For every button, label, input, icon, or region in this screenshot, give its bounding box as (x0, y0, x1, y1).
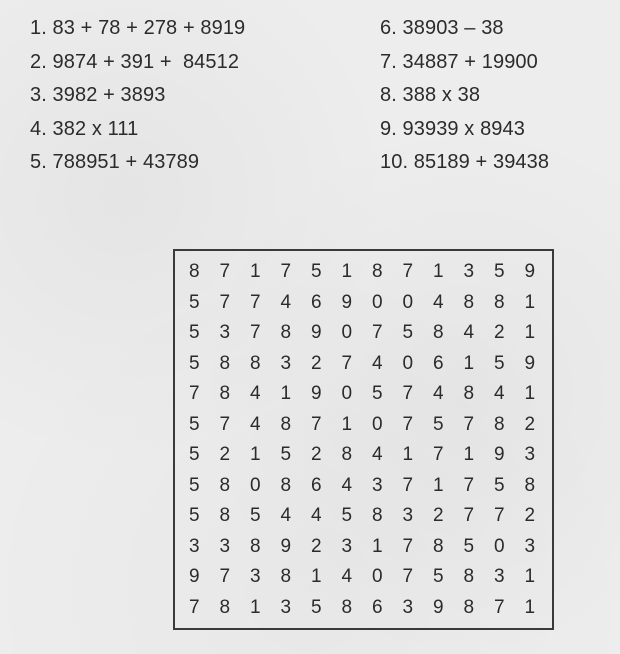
grid-cell: 7 (402, 383, 414, 404)
grid-cell: 5 (341, 505, 353, 526)
problem-column-left (30, 12, 245, 180)
grid-cell: 2 (494, 322, 505, 343)
grid-cell: 7 (372, 322, 383, 343)
grid-cell: 3 (280, 596, 292, 618)
grid-cell: 3 (280, 352, 292, 374)
grid-cell: 9 (494, 444, 505, 465)
grid-cell: 1 (250, 444, 261, 465)
problem-8: 8. 388 x 38 (380, 84, 481, 106)
grid-cell: 4 (433, 383, 444, 404)
grid-cell: 7 (463, 505, 475, 526)
grid-cell: 7 (250, 291, 261, 313)
grid-cell: 8 (280, 566, 292, 587)
grid-cell: 7 (280, 261, 292, 282)
grid-cell: 0 (341, 322, 353, 343)
grid-cell: 8 (463, 596, 475, 618)
grid-cell: 8 (219, 596, 231, 618)
problem-5: 5. 788951 + 43789 (30, 151, 200, 173)
grid-cell: 8 (219, 505, 231, 526)
grid-cell: 4 (250, 383, 261, 404)
grid-cell: 1 (524, 566, 536, 587)
grid-cell: 5 (189, 322, 200, 343)
grid-cell: 8 (219, 352, 231, 374)
grid-cell: 8 (372, 261, 383, 282)
grid-cell: 9 (524, 261, 536, 282)
grid-cell: 8 (494, 291, 505, 313)
grid-cell: 3 (219, 535, 231, 557)
grid-cell: 0 (372, 291, 383, 313)
grid-cell: 7 (494, 596, 505, 618)
grid-cell: 3 (189, 535, 200, 557)
grid-cell: 7 (219, 261, 231, 282)
grid-cell: 7 (463, 474, 475, 496)
number-search-grid (187, 257, 555, 625)
grid-cell: 7 (219, 413, 231, 435)
grid-cell: 1 (341, 413, 353, 435)
grid-cell: 2 (524, 413, 536, 435)
grid-cell: 0 (372, 566, 383, 587)
grid-cell: 5 (463, 535, 475, 557)
grid-cell: 6 (311, 291, 322, 313)
grid-cell: 7 (402, 474, 414, 496)
problem-7: 7. 34887 + 19900 (380, 50, 538, 73)
grid-cell: 7 (341, 352, 353, 374)
grid-cell: 5 (189, 474, 200, 496)
grid-cell: 9 (280, 535, 292, 557)
grid-cell: 8 (280, 322, 292, 343)
grid-cell: 7 (219, 291, 231, 313)
grid-cell: 7 (402, 261, 414, 282)
grid-cell: 5 (372, 383, 383, 404)
grid-cell: 7 (219, 566, 231, 587)
grid-cell: 1 (311, 566, 322, 587)
grid-cell: 4 (341, 474, 353, 496)
grid-cell: 3 (341, 535, 353, 557)
grid-cell: 5 (494, 474, 505, 496)
grid-cell: 1 (463, 444, 475, 465)
grid-cell: 6 (311, 474, 322, 496)
grid-cell: 7 (402, 535, 414, 557)
problem-2: 2. 9874 + 391 + 84512 (30, 50, 240, 73)
grid-cell: 1 (372, 535, 383, 557)
grid-cell: 8 (463, 291, 475, 313)
grid-cell: 9 (524, 352, 536, 374)
grid-cell: 5 (189, 413, 200, 435)
grid-cell: 1 (341, 261, 353, 282)
grid-cell: 3 (463, 261, 475, 282)
grid-cell: 8 (280, 474, 292, 496)
grid-cell: 7 (189, 596, 200, 618)
grid-cell: 5 (494, 261, 505, 282)
grid-cell: 7 (250, 322, 261, 343)
grid-cell: 4 (372, 352, 383, 374)
grid-cell: 0 (402, 291, 414, 313)
grid-cell: 5 (402, 322, 414, 343)
grid-cell: 6 (433, 352, 444, 374)
grid-cell: 8 (463, 383, 475, 404)
grid-cell: 8 (280, 413, 292, 435)
grid-cell: 5 (189, 291, 200, 313)
grid-cell: 3 (219, 322, 231, 343)
grid-cell: 5 (433, 566, 444, 587)
grid-cell: 2 (524, 505, 536, 526)
grid-cell: 0 (341, 383, 353, 404)
number-search-box (173, 249, 554, 630)
grid-cell: 1 (524, 383, 536, 404)
grid-cell: 4 (311, 505, 322, 526)
problem-6: 6. 38903 – 38 (380, 17, 504, 39)
grid-cell: 8 (494, 413, 505, 435)
problem-column-right (380, 12, 549, 180)
grid-cell: 3 (372, 474, 383, 496)
grid-cell: 3 (494, 566, 505, 587)
grid-cell: 0 (372, 413, 383, 435)
grid-cell: 8 (250, 352, 261, 374)
grid-cell: 9 (311, 383, 322, 404)
grid-cell: 3 (524, 444, 536, 465)
grid-cell: 2 (219, 444, 231, 465)
grid-cell: 5 (433, 413, 444, 435)
grid-cell: 9 (311, 322, 322, 343)
grid-cell: 1 (524, 322, 536, 343)
grid-cell: 8 (219, 474, 231, 496)
grid-cell: 8 (463, 566, 475, 587)
problem-4: 4. 382 x 111 (30, 117, 139, 140)
grid-cell: 2 (311, 535, 322, 557)
problem-list (30, 12, 590, 192)
grid-cell: 0 (250, 474, 261, 496)
grid-cell: 1 (524, 596, 536, 618)
grid-cell: 5 (189, 444, 200, 465)
grid-cell: 8 (341, 596, 353, 618)
grid-cell: 4 (250, 413, 261, 435)
grid-cell: 5 (189, 505, 200, 526)
grid-cell: 1 (463, 352, 475, 374)
grid-cell: 1 (402, 444, 414, 465)
grid-cell: 5 (189, 352, 200, 374)
grid-cell: 5 (311, 596, 322, 618)
grid-cell: 8 (250, 535, 261, 557)
grid-cell: 8 (524, 474, 536, 496)
grid-cell: 7 (433, 444, 444, 465)
grid-cell: 3 (524, 535, 536, 557)
grid-cell: 0 (402, 352, 414, 374)
grid-cell: 8 (433, 535, 444, 557)
grid-cell: 8 (189, 261, 200, 282)
problem-3: 3. 3982 + 3893 (30, 84, 166, 106)
grid-cell: 4 (280, 291, 292, 313)
grid-cell: 8 (372, 505, 383, 526)
grid-cell: 1 (433, 474, 444, 496)
grid-cell: 8 (219, 383, 231, 404)
grid-cell: 5 (250, 505, 261, 526)
grid-cell: 4 (494, 383, 505, 404)
grid-cell: 7 (402, 413, 414, 435)
grid-cell: 3 (250, 566, 261, 587)
grid-cell: 8 (341, 444, 353, 465)
grid-cell: 4 (433, 291, 444, 313)
grid-cell: 3 (402, 596, 414, 618)
problem-1: 1. 83 + 78 + 278 + 8919 (30, 17, 246, 39)
grid-cell: 3 (402, 505, 414, 526)
problem-9: 9. 93939 x 8943 (380, 117, 525, 140)
grid-cell: 9 (189, 566, 200, 587)
grid-cell: 7 (189, 383, 200, 404)
grid-cell: 5 (311, 261, 322, 282)
grid-cell: 7 (402, 566, 414, 587)
grid-cell: 9 (341, 291, 353, 313)
grid-cell: 4 (372, 444, 383, 465)
grid-cell: 0 (494, 535, 505, 557)
grid-cell: 2 (433, 505, 444, 526)
grid-cell: 1 (280, 383, 292, 404)
grid-cell: 9 (433, 596, 444, 618)
grid-cell: 4 (280, 505, 292, 526)
grid-cell: 1 (250, 596, 261, 618)
grid-cell: 7 (463, 413, 475, 435)
grid-cell: 2 (311, 352, 322, 374)
grid-cell: 4 (341, 566, 353, 587)
grid-cell: 6 (372, 596, 383, 618)
grid-cell: 5 (280, 444, 292, 465)
grid-cell: 7 (494, 505, 505, 526)
grid-cell: 7 (311, 413, 322, 435)
grid-cell: 2 (311, 444, 322, 465)
grid-cell: 1 (250, 261, 261, 282)
grid-cell: 4 (463, 322, 475, 343)
grid-cell: 1 (524, 291, 536, 313)
grid-cell: 1 (433, 261, 444, 282)
grid-cell: 5 (494, 352, 505, 374)
problem-10: 10. 85189 + 39438 (380, 151, 550, 173)
grid-cell: 8 (433, 322, 444, 343)
